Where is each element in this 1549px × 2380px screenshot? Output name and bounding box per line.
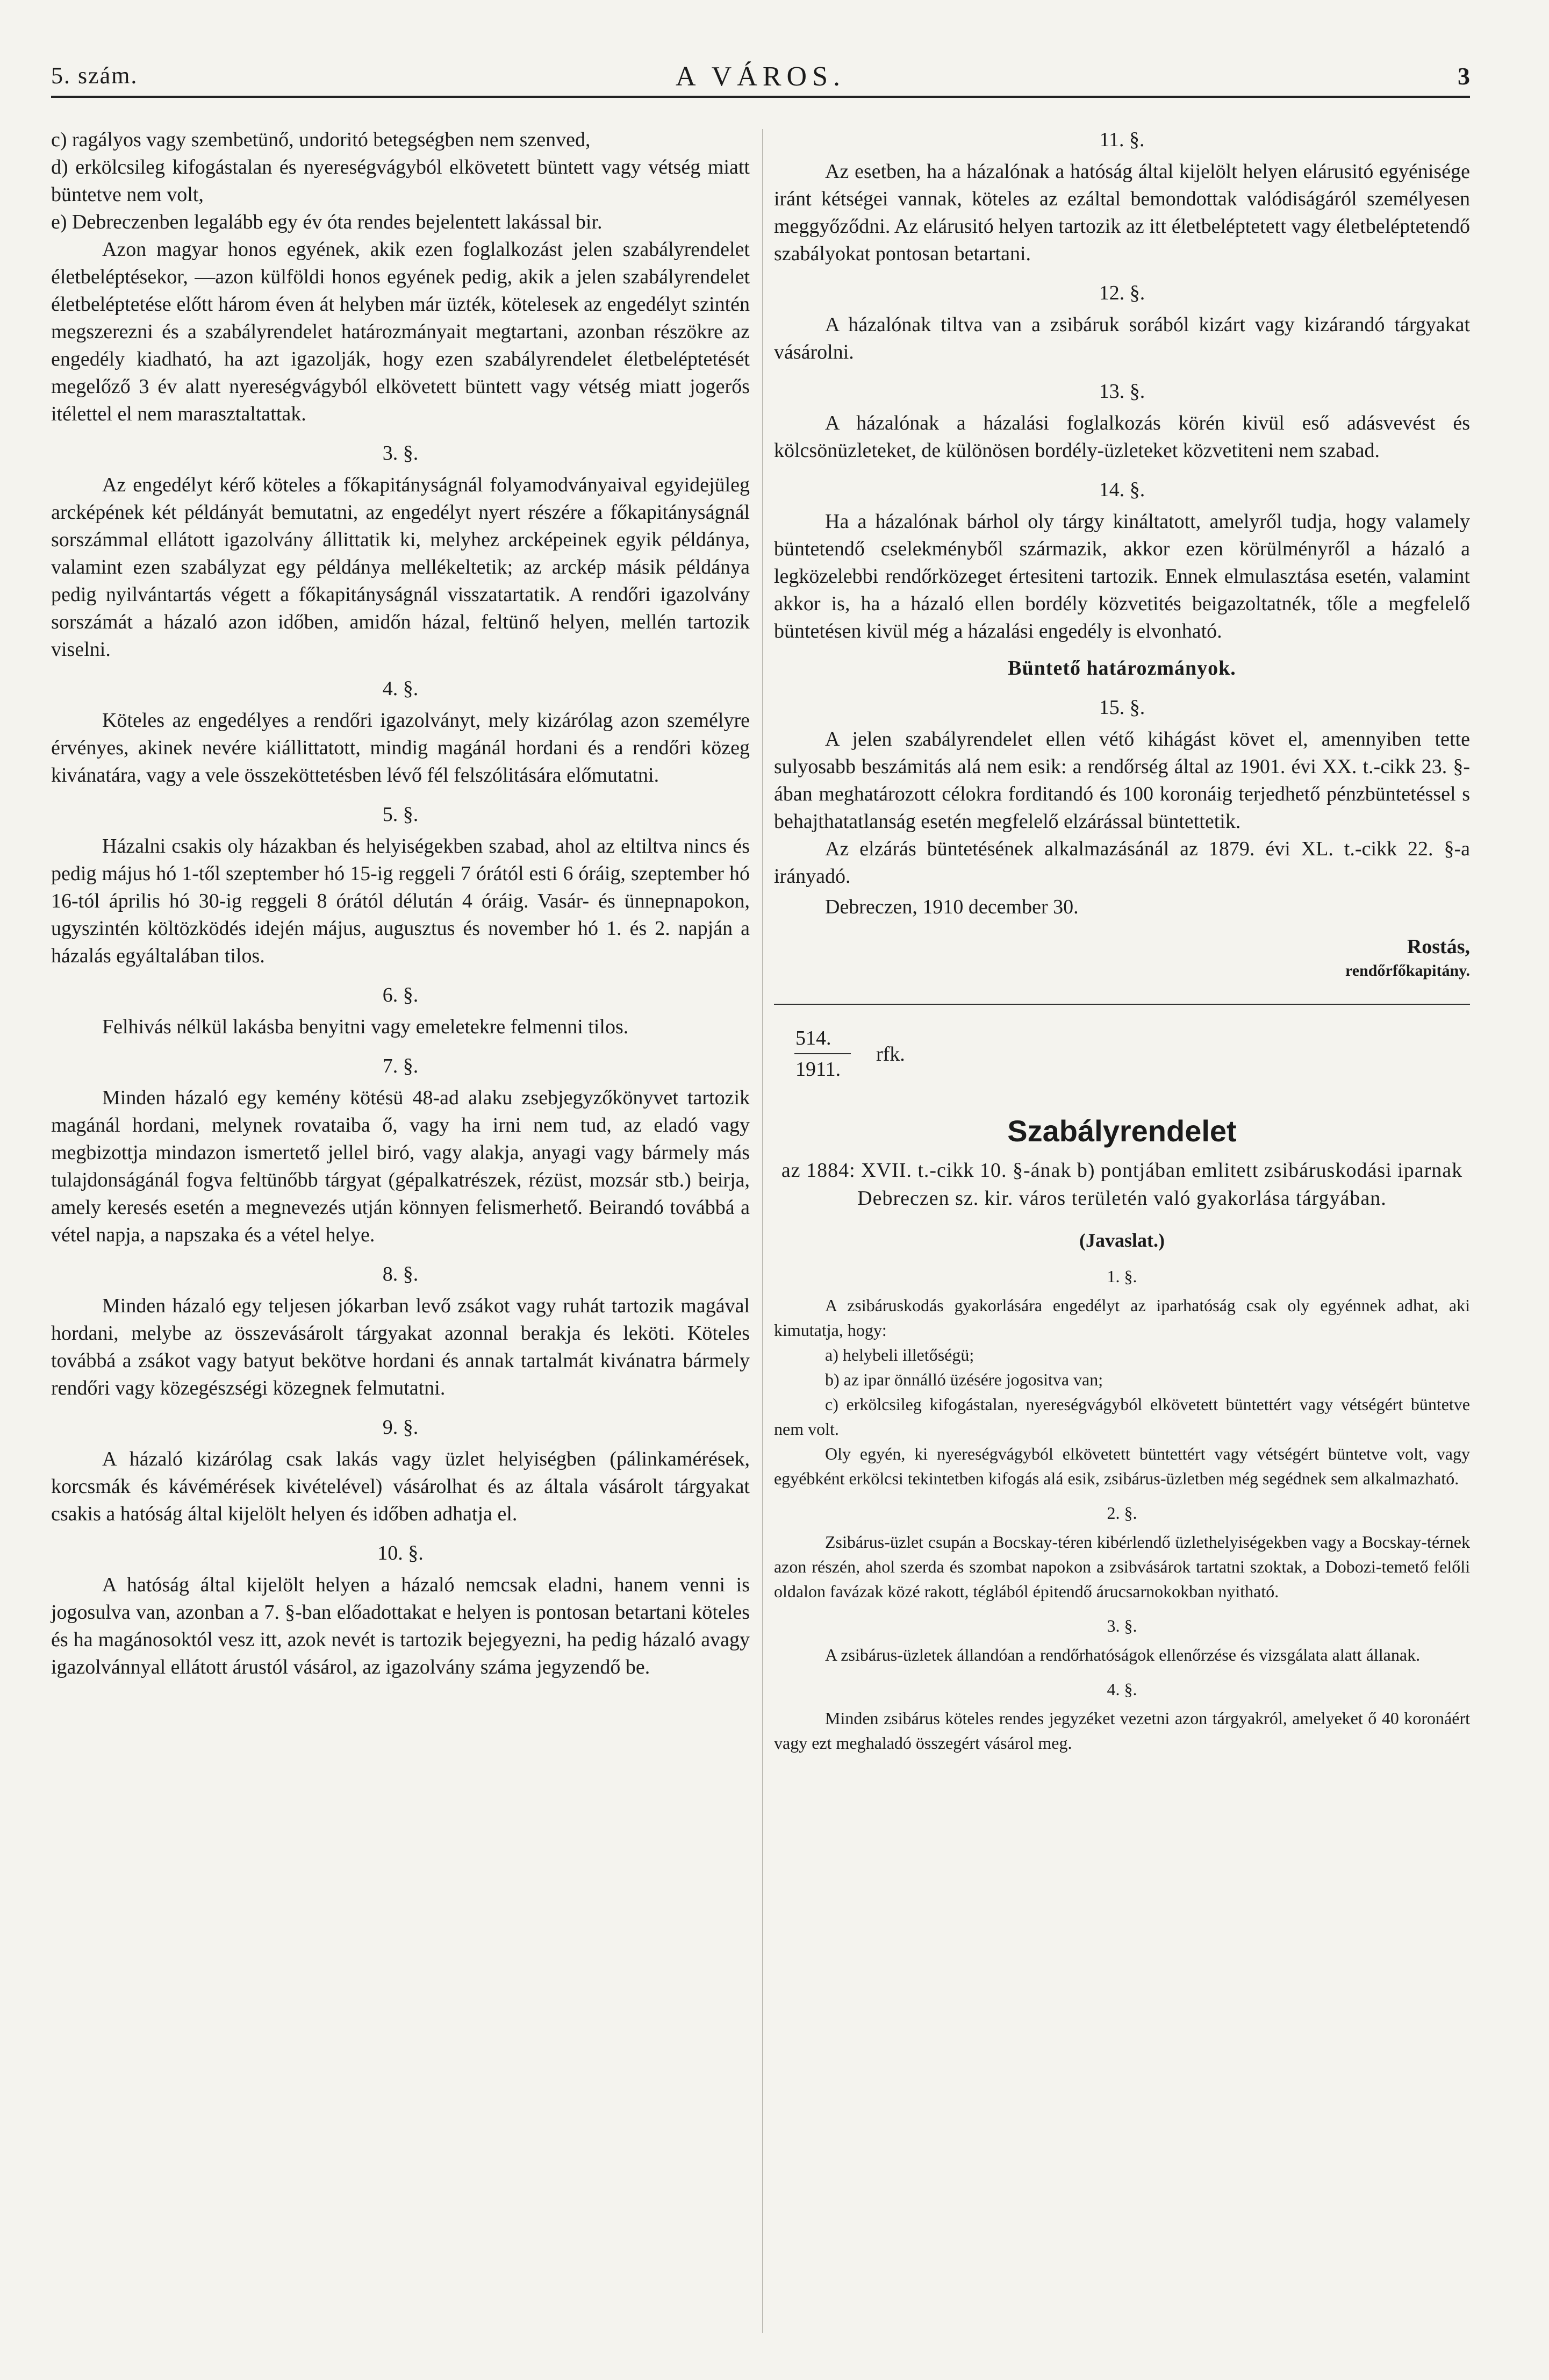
regulation-subtitle: az 1884: XVII. t.-cikk 10. §-ának b) pontjában emlitett zsibáruskodási iparnak Debreczen sz. kir. város területén való gyakorlása tárgyában. — [781, 1159, 1463, 1210]
paragraph: A hatóság által kijelölt helyen a házaló nemcsak eladni, hanem venni is jogosulva van, azonban a 7. §-ban előadottakat e helyen is pontosan betartani köteles és ha magánosoktól vesz itt, azok nevét is tartozik bejegyezni, ha pedig házaló avagy igazolvánnyal ellátott árustól vásárol, az igazolvány száma jegyzendő be. — [51, 1574, 750, 1678]
paragraph: Minden házaló egy kemény kötésü 48-ad alaku zsebjegyzőkönyvet tartozik magánál hordani, melynek rovataiba ő, vagy ha irni nem tud, az eladó vagy megbizottja mindazon ismertető jellel biró, vagy alakja, anyagi vagy bármely más tulajdonságánál fogva feltünőbb tárgyat (gépalkatrészek, rézüst, mozsár stb.) beirja, amely keresés esetén a megnevezés utján könnyen felismerhető. Beirandó továbbá a vétel napja, a napszaka és a vétel helye. — [51, 1087, 750, 1246]
article-separator — [774, 1004, 1470, 1005]
section-heading: 14. §. — [1099, 478, 1145, 501]
proposal-label: (Javaslat.) — [1079, 1230, 1165, 1251]
left-column — [51, 126, 750, 1681]
regulation-body — [774, 1264, 1470, 1755]
section-heading: 15. §. — [1099, 696, 1145, 719]
section-heading: 9. §. — [382, 1416, 419, 1439]
masthead-title: A VÁROS. — [675, 61, 845, 92]
section-heading: 11. §. — [1099, 128, 1145, 151]
section-heading: 3. §. — [382, 442, 419, 464]
ref-suffix: rfk. — [876, 1043, 905, 1066]
penalty-provisions-heading: Büntető határozmányok. — [1008, 657, 1236, 680]
paragraph: Házalni csakis oly házakban és helyiségekben szabad, ahol az eltiltva nincs és pedig május hó 1-től szeptember hó 15-ig reggeli 7 órától esti 6 óráig, szeptember hó 16-tól április hó 30-ig reggeli 8 órától délután 4 óráig. Vasár- és ünnepnapokon, ugyszintén költözködés idején május, augusztus és november hó 1. és 2. napján a házalás egyáltalában tilos. — [51, 835, 750, 967]
section-heading: 8. §. — [382, 1263, 419, 1285]
paragraph: Felhivás nélkül lakásba benyitni vagy emeletekre felmenni tilos. — [102, 1016, 629, 1038]
section-heading: 1. §. — [1107, 1267, 1137, 1286]
paragraph: A házaló kizárólag csak lakás vagy üzlet helyiségben (pálinkamérések, korcsmák és kávémérések kivételével) vásárolhat és az általa vásárolt tárgyakat csakis a hatóság által kijelölt helyen és időben adhatja el. — [51, 1448, 750, 1525]
section-heading: 6. §. — [382, 984, 419, 1006]
ref-number: 514. — [795, 1027, 831, 1049]
page-header — [51, 51, 1470, 99]
paragraph: Az esetben, ha a házalónak a hatóság által kijelölt helyen elárusitó egyénisége iránt kétségei vannak, köteles az ezáltal bemondottak valódiságáról személyesen meggyőződni. Az elárusitó helyen tartozik az itt életbeléptetett vagy életbeléptetendő szabályokat pontosan betartani. — [774, 160, 1470, 265]
dateline: Debreczen, 1910 december 30. — [825, 896, 1079, 918]
paragraph: Az elzárás büntetésének alkalmazásánál az 1879. évi XL. t.-cikk 22. §-a irányadó. — [774, 838, 1470, 888]
section-heading: 10. §. — [377, 1542, 424, 1564]
paragraph: e) Debreczenben legalább egy év óta rendes bejelentett lakással bir. — [51, 211, 603, 233]
ref-year: 1911. — [795, 1058, 841, 1081]
paragraph: Ha a házalónak bárhol oly tárgy kináltatott, amelyről tudja, hogy valamely büntetendő cselekményből származik, akkor ezen körülményről a házaló a legközelebbi rendőrközeget értesiteni tartozik. Ennek elmulasztása esetén, valamint akkor is, ha a házaló ellen bordély közvetités beigazoltatnék, tőle a megfelelő büntetésen kivül még a házalási engedély is elvonható. — [774, 510, 1470, 642]
section-heading: 13. §. — [1099, 380, 1145, 403]
section-heading: 12. §. — [1099, 282, 1145, 304]
page-number: 3 — [1458, 62, 1470, 90]
paragraph: d) erkölcsileg kifogástalan és nyereségvágyból elkövetett büntett vagy vétség miatt büntetve nem volt, — [51, 156, 750, 206]
paragraph: c) ragályos vagy szembetünő, undoritó betegségben nem szenved, — [51, 128, 591, 151]
paragraph: A zsibárus-üzletek állandóan a rendőrhatóságok ellenőrzése és vizsgálata alatt állanak. — [825, 1645, 1421, 1664]
regulation-title: Szabályrendelet — [1007, 1114, 1237, 1148]
paragraph: Zsibárus-üzlet csupán a Bocskay-téren kibérlendő üzlethelyiségekben vagy a Bocskay-térnek azon részén, ahol szerda és szombat napokon a zsibvásárok tartatni szoktak, a Dobozi-temető felőli oldalon favázak közé rakott, téglából épitendő árucsarnokokban nyitható. — [774, 1532, 1470, 1601]
column-divider — [762, 129, 763, 2333]
reference-number — [774, 1026, 1470, 1096]
paragraph: Oly egyén, ki nyereségvágyból elkövetett büntettért vagy vétségért büntetve volt, vagy egyébként erkölcsi tekintetben kifogás alá esik, zsibárus-üzletben még segédnek sem alkalmazható. — [774, 1444, 1470, 1488]
signer-title: rendőrfőkapitány. — [1345, 962, 1470, 980]
paragraph: Minden zsibárus köteles rendes jegyzéket vezetni azon tárgyakról, amelyeket ő 40 koronáért vagy ezt meghaladó összegért vásárol meg. — [774, 1709, 1470, 1753]
section-heading: 4. §. — [1107, 1679, 1137, 1699]
section-heading: 4. §. — [382, 677, 419, 700]
paragraph: A jelen szabályrendelet ellen vétő kihágást követ el, amennyiben tette sulyosabb beszámitás alá nem esik: a rendőrség által az 1901. évi XX. t.-cikk 23. §-ában meghatározott célokra forditandó és 100 koronáig terjedhető pénzbüntetéssel s behajthatatlanság esetén megfelelő elzárással büntettetik. — [774, 728, 1470, 833]
paragraph: Azon magyar honos egyének, akik ezen foglalkozást jelen szabályrendelet életbeléptésekor, —azon külföldi honos egyének pedig, akik a jelen szabályrendelet életbeléptetése előtt három éven át helyben már üzték, kötelesek az engedélyt szintén megszerezni és a szabályrendelet határozmányait megtartani, azonban részökre az engedély kiadható, ha azt igazolják, hogy ezen szabályrendelet életbeléptetését megelőző 3 év alatt nyereségvágyból elkövetett büntett vagy vétség miatt jogerős itélettel el nem marasztaltattak. — [51, 238, 750, 425]
section-heading: 3. §. — [1107, 1616, 1137, 1635]
section-heading: 5. §. — [382, 803, 419, 826]
list-item: b) az ipar önnálló üzésére jogositva van; — [825, 1370, 1103, 1389]
paragraph: Minden házaló egy teljesen jókarban levő zsákot vagy ruhát tartozik magával hordani, melybe az összevásárolt tárgyakat azonnal berakja és leköti. Köteles továbbá a zsákot vagy batyut bekötve hordani és annak tartalmát kivánatra bármely rendőri vagy közegészségi közegnek felmutatni. — [51, 1295, 750, 1399]
list-item: a) helybeli illetőségü; — [825, 1345, 974, 1364]
paragraph: Köteles az engedélyes a rendőri igazolványt, mely kizárólag azon személyre érvényes, akinek nevére kiállittatott, mindig magánál hordani és a rendőri közeg kivánatára, vagy a vele összeköttetésben lévő fél felszólitására előmutatni. — [51, 709, 750, 787]
list-item: c) erkölcsileg kifogástalan, nyereségvágyból elkövetett büntettért vagy vétségért büntetve nem volt. — [774, 1395, 1470, 1439]
ref-fraction-line — [794, 1053, 851, 1054]
section-heading: 7. §. — [382, 1055, 419, 1077]
paragraph: A házalónak tiltva van a zsibáruk sorából kizárt vagy kizárandó tárgyakat vásárolni. — [774, 313, 1470, 363]
header-rule — [51, 96, 1470, 98]
right-column — [774, 126, 1470, 1755]
issue-label: 5. szám. — [51, 62, 138, 89]
paragraph: A házalónak a házalási foglalkozás körén kivül eső adásvevést és kölcsönüzleteket, de különösen bordély-üzleteket közvetiteni nem szabad. — [774, 412, 1470, 462]
paragraph: A zsibáruskodás gyakorlására engedélyt az iparhatóság csak oly egyénnek adhat, aki kimutatja, hogy: — [774, 1296, 1470, 1340]
paragraph: Az engedélyt kérő köteles a főkapitányságnál folyamodványaival egyidejüleg arcképének két példányát bemutatni, az engedélyt nyert részére a főkapitányságnál sorszámmal ellátott igazolvány állittatik ki, melyhez arcképeinek egyik példánya, valamint ezen szabályzat egy példánya mellékeltetik; az arckép másik példánya pedig nyilvántartás végett a főkapitányságnál visszatartatik. A rendőri igazolvány sorszámát a házaló azon időben, amidőn házal, feltünő helyen, mellén tartozik viselni. — [51, 474, 750, 661]
signer-name: Rostás, — [1407, 935, 1470, 958]
section-heading: 2. §. — [1107, 1503, 1137, 1523]
